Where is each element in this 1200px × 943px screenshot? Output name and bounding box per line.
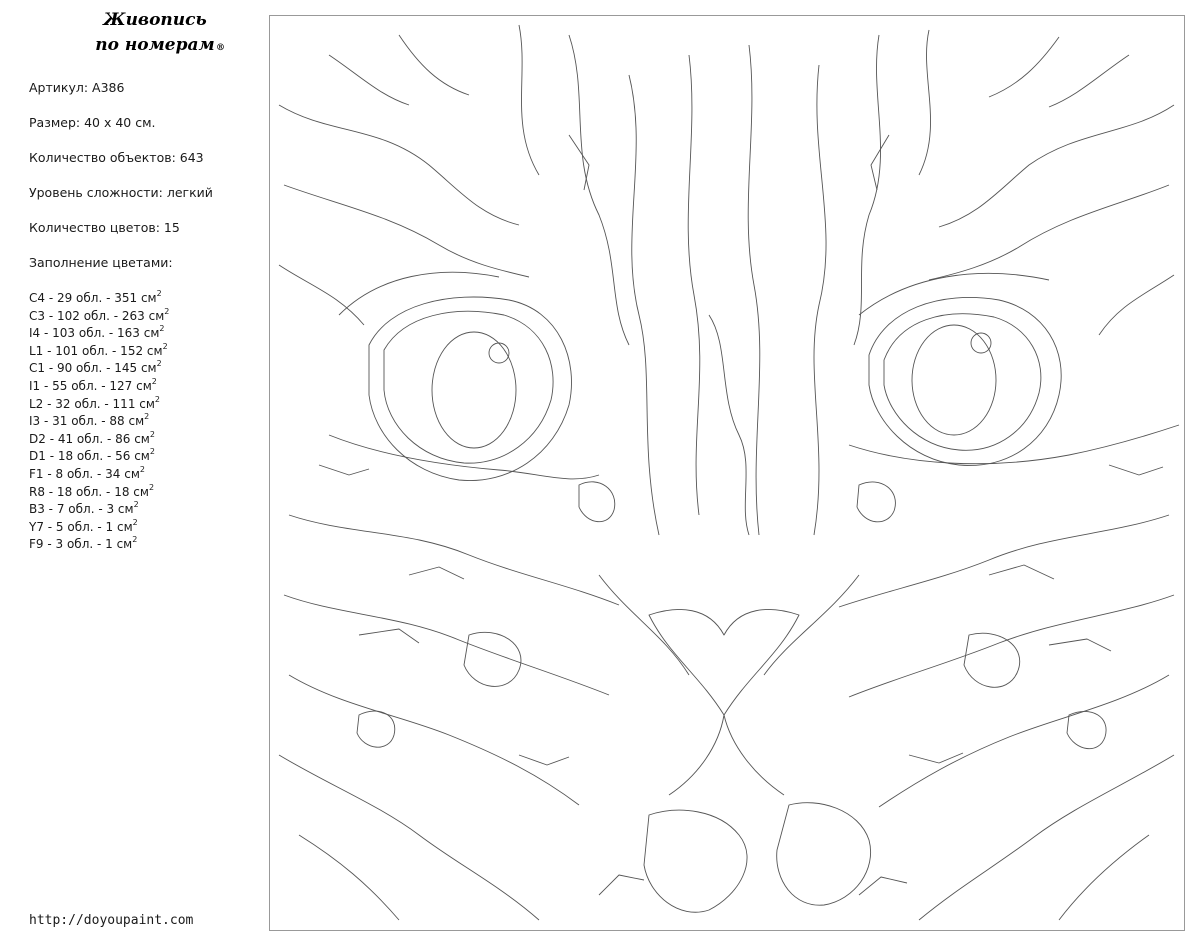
registered-mark: ®: [216, 43, 225, 53]
brand-title-line1: Живопись: [103, 10, 207, 30]
color-list-item: C3 - 102 обл. - 263 $см^2$: [29, 306, 170, 323]
color-list-item: B3 - 7 обл. - 3 $см^2$: [29, 500, 139, 517]
objects-count: Количество объектов: 643: [29, 150, 204, 165]
color-list-item: F9 - 3 обл. - 1 $см^2$: [29, 535, 138, 552]
brand-title: [60, 8, 250, 58]
coloring-canvas: [269, 15, 1185, 931]
fill-heading: Заполнение цветами:: [29, 255, 173, 270]
difficulty-level: Уровень сложности: легкий: [29, 185, 213, 200]
color-list-item: D2 - 41 обл. - 86 $см^2$: [29, 429, 155, 446]
color-list-item: R8 - 18 обл. - 18 $см^2$: [29, 482, 155, 499]
colors-count: Количество цветов: 15: [29, 220, 180, 235]
color-list-item: C4 - 29 обл. - 351 $см^2$: [29, 289, 162, 305]
color-list-item: C1 - 90 обл. - 145 $см^2$: [29, 359, 162, 376]
canvas-border: [270, 16, 1185, 931]
color-list: [29, 290, 169, 554]
color-list-item: I4 - 103 обл. - 163 $см^2$: [29, 324, 165, 341]
website-link[interactable]: http://doyoupaint.com: [29, 913, 194, 928]
brand-title-line2: по номерам: [95, 35, 215, 55]
color-list-item: Y7 - 5 обл. - 1 $см^2$: [29, 517, 138, 534]
color-list-item: D1 - 18 обл. - 56 $см^2$: [29, 447, 155, 464]
color-list-item: I1 - 55 обл. - 127 $см^2$: [29, 376, 157, 393]
article-number: Артикул: A386: [29, 80, 125, 95]
color-list-item: L1 - 101 обл. - 152 $см^2$: [29, 341, 168, 358]
color-list-item: I3 - 31 обл. - 88 $см^2$: [29, 412, 150, 429]
size-info: Размер: 40 х 40 см.: [29, 115, 156, 130]
color-list-item: F1 - 8 обл. - 34 $см^2$: [29, 464, 145, 481]
color-list-item: L2 - 32 обл. - 111 $см^2$: [29, 394, 161, 411]
